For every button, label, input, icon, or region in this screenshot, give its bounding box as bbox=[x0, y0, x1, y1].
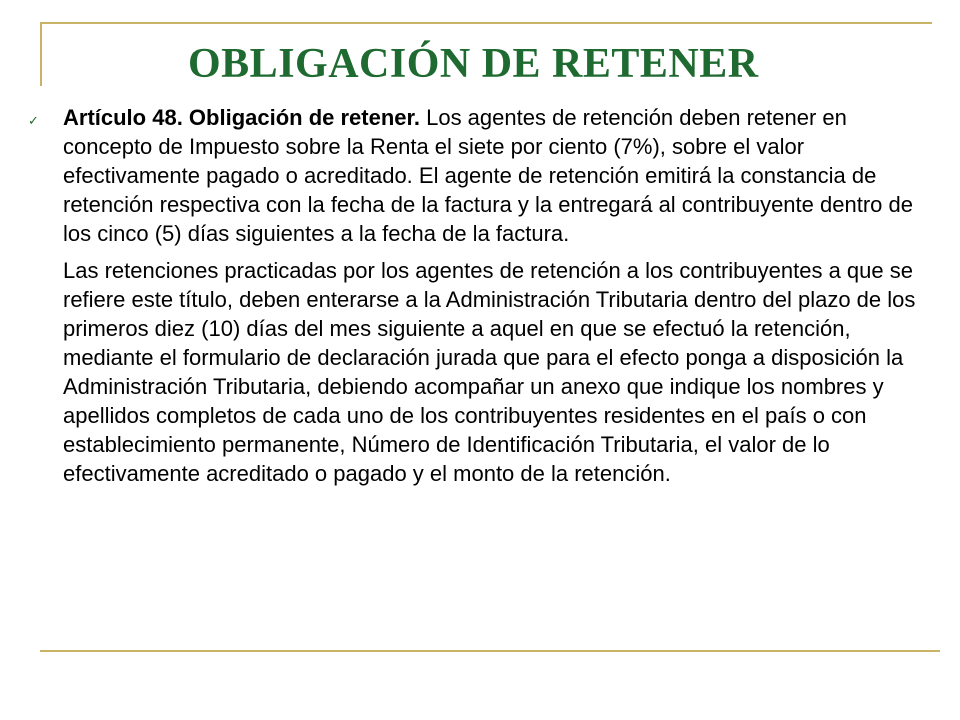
retention-paragraph: Las retenciones practicadas por los agentes de retención a los contribuyentes a que se refiere este título, deben enterarse a la Administración Tributaria dentro del plazo de los primeros diez (10) días del mes siguiente a aquel en que se efectuó la retención, mediante el formulario de declaración jurada que para el efecto ponga a disposición la Administración Tributaria, debiendo acompañar un anexo que indique los nombres y apellidos completos de cada uno de los contribuyentes residentes en el país o con establecimiento permanente, Número de Identificación Tributaria, el valor de lo efectivamente acreditado o pagado y el monto de la retención. bbox=[63, 258, 916, 486]
frame-left-line bbox=[40, 22, 42, 86]
frame-top-line bbox=[40, 22, 932, 24]
article-heading: Artículo 48. Obligación de retener. bbox=[63, 105, 420, 130]
check-mark-icon: ✓ bbox=[28, 114, 39, 129]
slide-title: OBLIGACIÓN DE RETENER bbox=[188, 41, 759, 87]
article-text: Los agentes de retención deben retener en concepto de Impuesto sobre la Renta el siete por ciento (7%), sobre el valor efectivamente pagado o acreditado. El agente de retención emitirá la constancia de retención respectiva con la fecha de la factura y la entregará al contribuyente dentro de los cinco (5) días siguientes a la fecha de la factura. bbox=[63, 105, 913, 246]
article-paragraph bbox=[63, 103, 938, 248]
slide-body bbox=[63, 103, 938, 488]
frame-bottom-line bbox=[40, 650, 940, 652]
